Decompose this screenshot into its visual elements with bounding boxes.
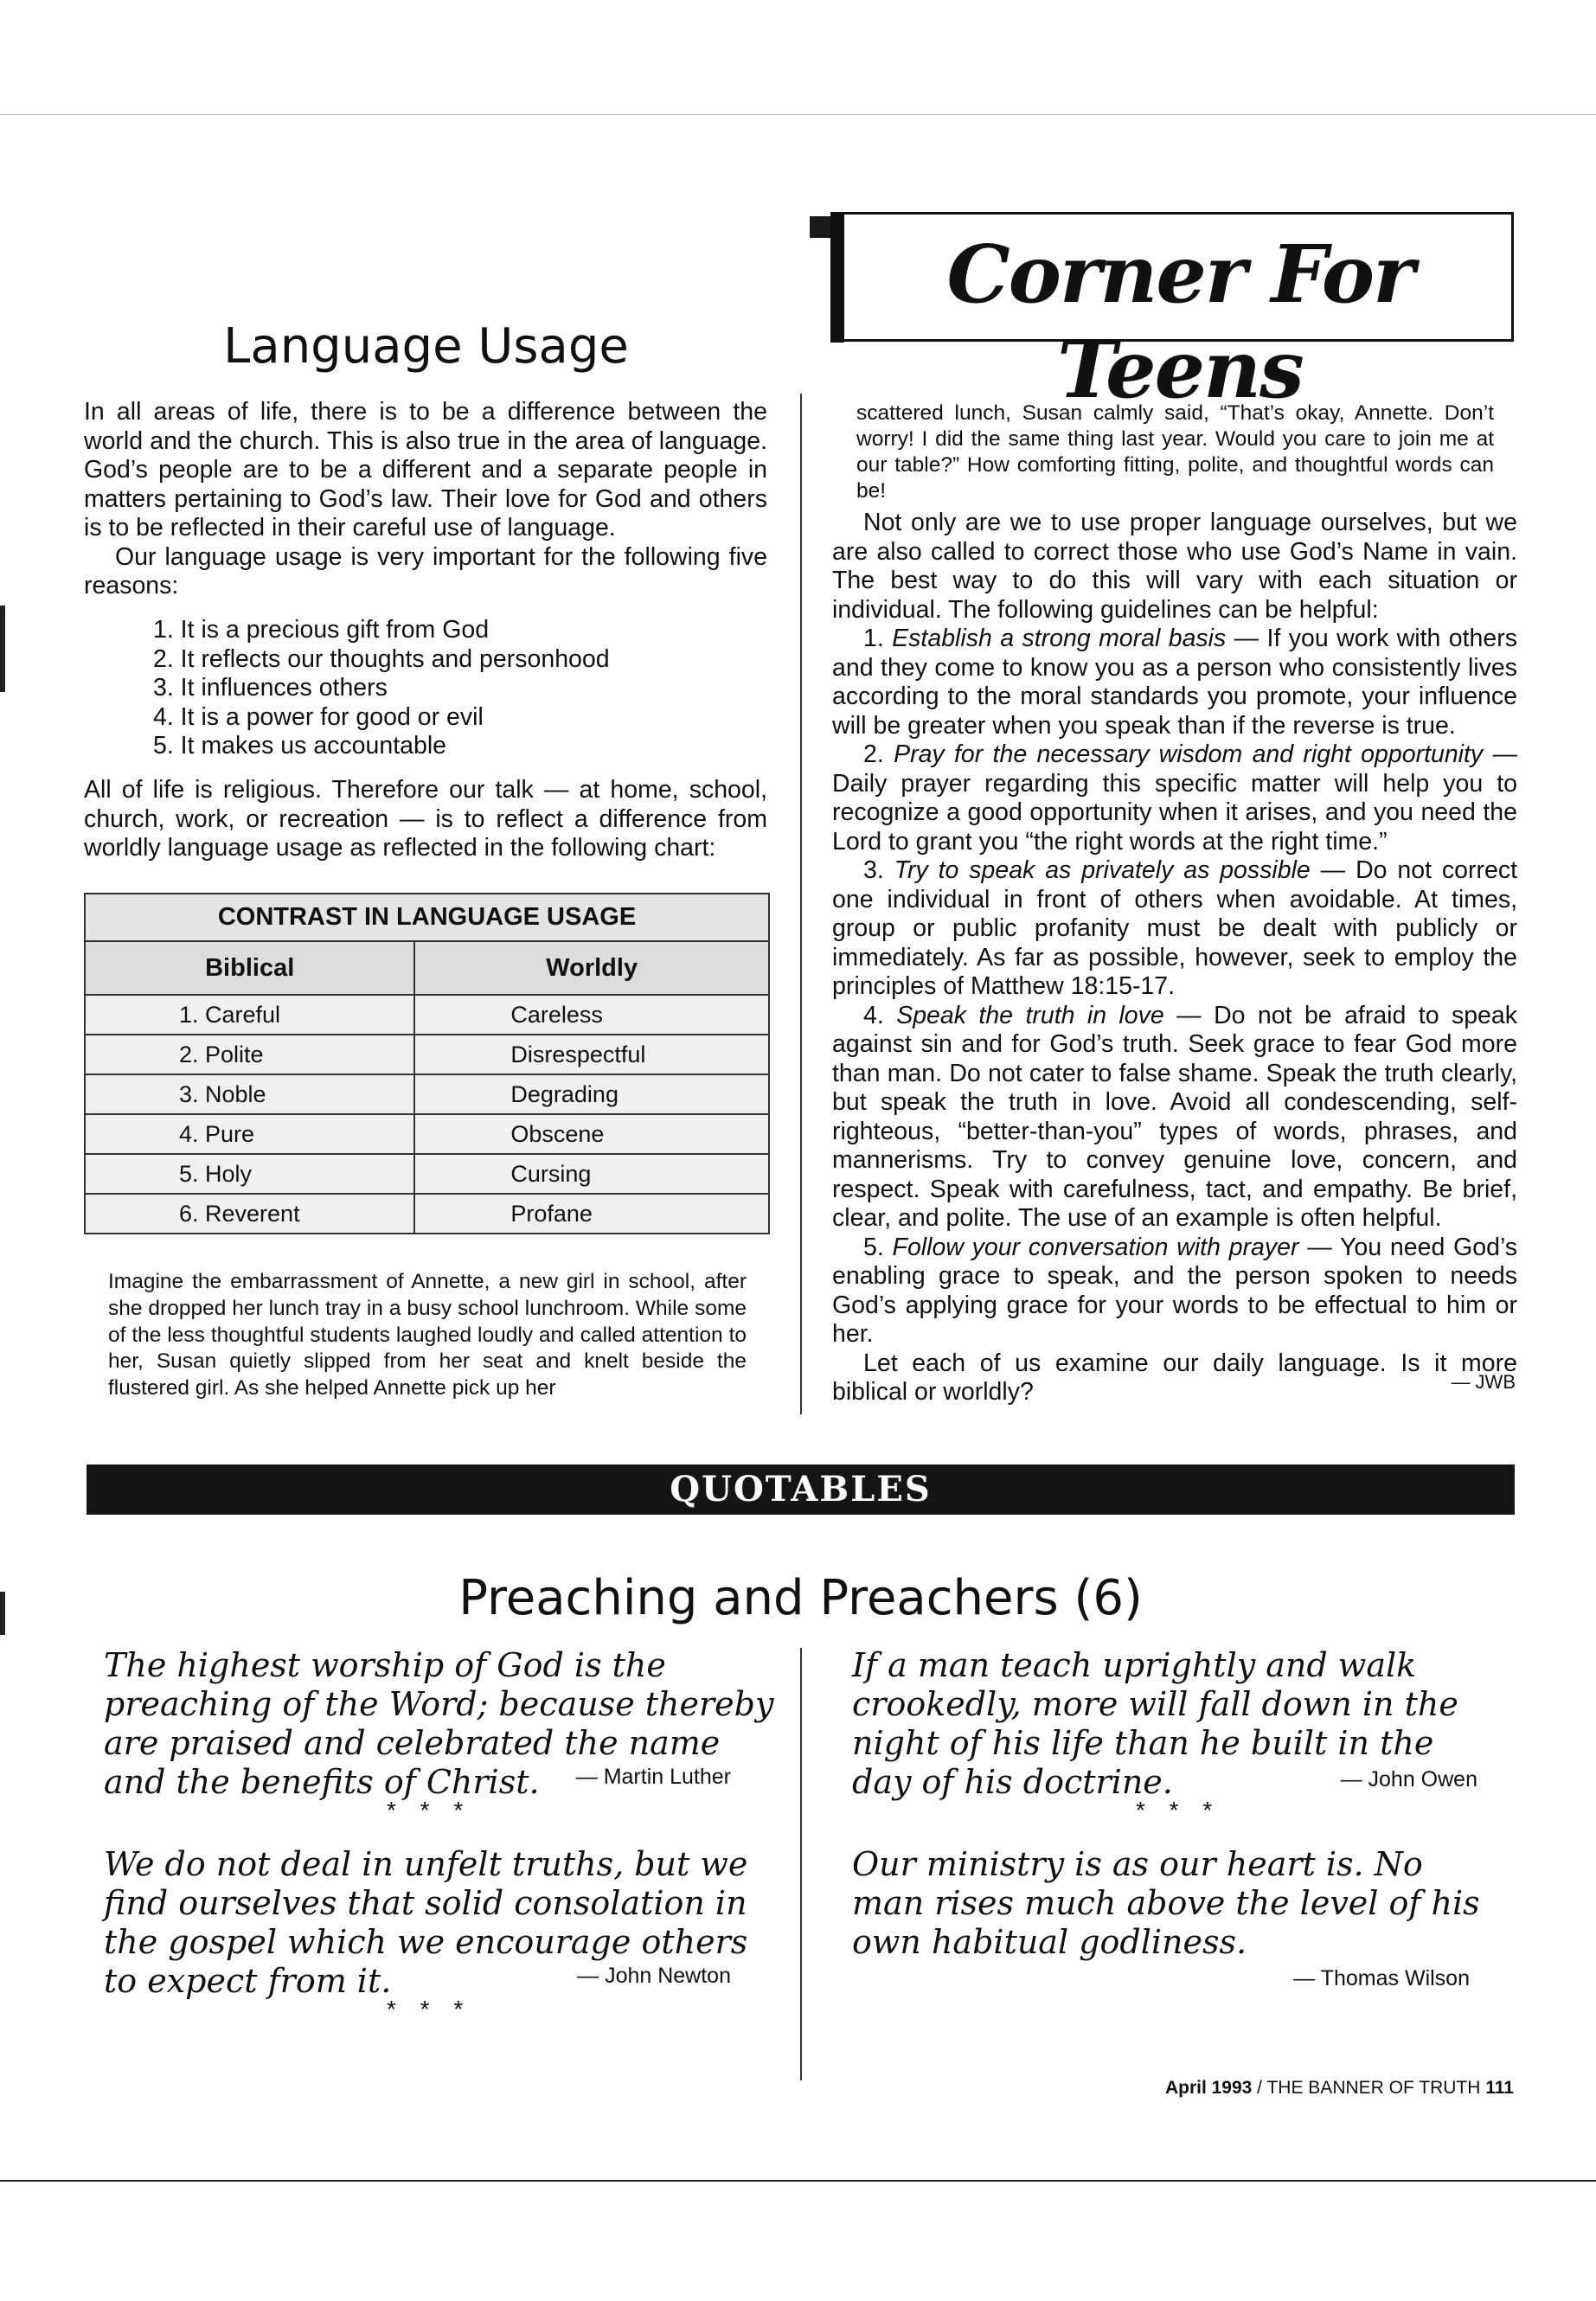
guideline-heading: Speak the truth in love [896,1001,1164,1029]
intro-text-2: Our language usage is very important for the following five reasons: [84,542,767,599]
reasons-list [153,616,610,761]
intro-paragraph [84,398,767,601]
separator-stars: * * * [387,1996,472,2022]
table-cell: Profane [414,1194,769,1234]
table-cell: Cursing [414,1154,769,1194]
table-cell: 2. Polite [85,1035,414,1074]
guideline-text: — Daily prayer regarding this specific matter will help you to recognize a good opportunity when it arises, and you need the Lord to grant you “the right words at the right time.” [832,740,1517,856]
table-cell: 1. Careful [85,995,414,1035]
contrast-table [84,893,770,1234]
table-row [85,1154,769,1194]
footer-date: April 1993 [1164,2078,1253,2098]
list-item: 2. It reflects our thoughts and personhood [153,644,610,673]
column-header-worldly: Worldly [414,941,769,995]
quote-luther: The highest worship of God is the preaching of the Word; because thereby are praised and celebrated the name and the benefits of Christ. [104,1646,774,1801]
guideline-heading: Pray for the necessary wisdom and right opportunity [894,740,1484,768]
guideline-2 [832,740,1517,856]
table-caption: CONTRAST IN LANGUAGE USAGE [85,894,769,941]
table-row [85,1074,769,1114]
table-cell: Disrespectful [414,1035,769,1074]
quotables-banner: QUOTABLES [87,1465,1515,1515]
table-row [85,1114,769,1154]
table-row [85,1035,769,1074]
guideline-1 [832,625,1517,740]
table-cell: Degrading [414,1074,769,1114]
body-paragraph: Not only are we to use proper language ourselves, but we are also called to correct those who use God’s Name in vain. The best way to do this will vary with each situation or individual. The following guidelines can be helpful: [832,509,1517,624]
table-cell: 5. Holy [85,1154,414,1194]
table-cell: 4. Pure [85,1114,414,1154]
guideline-heading: Follow your conversation with prayer [892,1233,1299,1261]
guideline-5 [832,1234,1517,1349]
column-divider [800,1648,802,2080]
table-cell: 3. Noble [85,1074,414,1114]
table-cell: Careless [414,995,769,1035]
quote-newton: We do not deal in unfelt truths, but we find ourselves that solid consolation in the gospel which we encourage others to expect from it. [104,1845,748,2000]
scan-edge-mark [0,606,5,692]
author-signature: — JWB [1451,1371,1516,1393]
guideline-text: — If you work with others and they come to know you as a person who consistently lives according to the moral standards you promote, your influence will be greater when you speak than if the reverse is true. [832,625,1517,740]
guideline-number: 4. [863,1001,897,1029]
quote-author: — Martin Luther [575,1765,731,1789]
quote-owen: If a man teach uprightly and walk crookedly, more will fall down in the night of his life than he built in the day of his doctrine. [852,1646,1458,1801]
footer-publication: / THE BANNER OF TRUTH [1252,2078,1486,2098]
list-item: 1. It is a precious gift from God [153,616,490,644]
article-title: Language Usage [223,318,629,375]
chart-intro-paragraph: All of life is religious. Therefore our talk — at home, school, church, work, or recreation — is to reflect a difference from worldly language usage as reflected in the following chart: [84,776,767,862]
table-row [85,1194,769,1234]
corner-body [832,509,1517,1407]
corner-title: Corner For Teens [946,228,1413,416]
separator-stars: * * * [1136,1797,1221,1823]
closing-paragraph: Let each of us examine our daily language. Is it more biblical or worldly? [832,1349,1517,1406]
page-footer [1165,2078,1514,2099]
scan-edge-mark [0,1592,5,1635]
guideline-4 [832,1002,1517,1234]
guideline-number: 1. [863,625,893,652]
story-paragraph: Imagine the embarrassment of Annette, a new girl in school, after she dropped her lunch tray in a busy school lunchroom. While some of the less thoughtful students laughed loudly and called attention to her, Susan quietly slipped from her seat and knelt beside the flustered girl. As she helped Annette pick up her [108,1270,747,1400]
guideline-heading: Establish a strong moral basis [892,625,1227,652]
table-cell: 6. Reverent [85,1194,414,1234]
column-header-biblical: Biblical [85,941,414,995]
guideline-text: — Do not correct one individual in front of others when avoidable. At times, group or public profanity must be dealt with publicly or immediately. As far as possible, however, seek to employ the principles of Matthew 18:15-17. [832,856,1518,1000]
intro-text: In all areas of life, there is to be a difference between the world and the church. This is also true in the area of language. God’s people are to be a different and a separate people in matters pertaining to God’s law. Their love for God and others is to be reflected in their careful use of language. [84,398,767,542]
separator-stars: * * * [387,1797,472,1823]
guideline-number: 5. [863,1233,893,1261]
guideline-number: 2. [863,740,894,768]
table-row [85,995,769,1035]
column-divider [800,394,802,1414]
guideline-heading: Try to speak as privately as possible [894,856,1311,884]
guideline-3 [832,856,1517,1002]
corner-title-bar [830,213,844,343]
quote-author: — Thomas Wilson [1293,1966,1470,1990]
list-item: 5. It makes us accountable [153,732,447,760]
guideline-text: — You need God’s enabling grace to speak, and the person spoken to needs God’s applying grace for your words to be effectual to him or her. [832,1233,1518,1348]
quotables-title: Preaching and Preachers (6) [458,1570,1143,1626]
quote-author: — John Owen [1340,1767,1477,1791]
quote-author: — John Newton [577,1964,731,1988]
page-number: 111 [1485,2078,1514,2098]
guideline-number: 3. [863,856,894,884]
story-continuation: scattered lunch, Susan calmly said, “That’s okay, Annette. Don’t worry! I did the same thing last year. Would you care to join me at our table?” How comforting fitting, polite, and thoughtful words can be! [856,401,1494,503]
list-item: 4. It is a power for good or evil [153,702,484,731]
quote-wilson: Our ministry is as our heart is. No man rises much above the level of his own habitual godliness. [852,1845,1480,1961]
table-cell: Obscene [414,1114,769,1154]
list-item: 3. It influences others [153,674,388,702]
guideline-text: — Do not be afraid to speak against sin and for God’s truth. Seek grace to fear God more than man. Do not cater to false shame. Speak the truth clearly, but speak the truth in love. Avoid all condescending, self-righteous, “better-than-you” types of words, phrases, and mannerisms. Try to convey genuine love, concern, and respect. Speak with carefulness, tact, and empathy. Be brief, clear, and polite. The use of an example is often helpful. [832,1001,1518,1232]
